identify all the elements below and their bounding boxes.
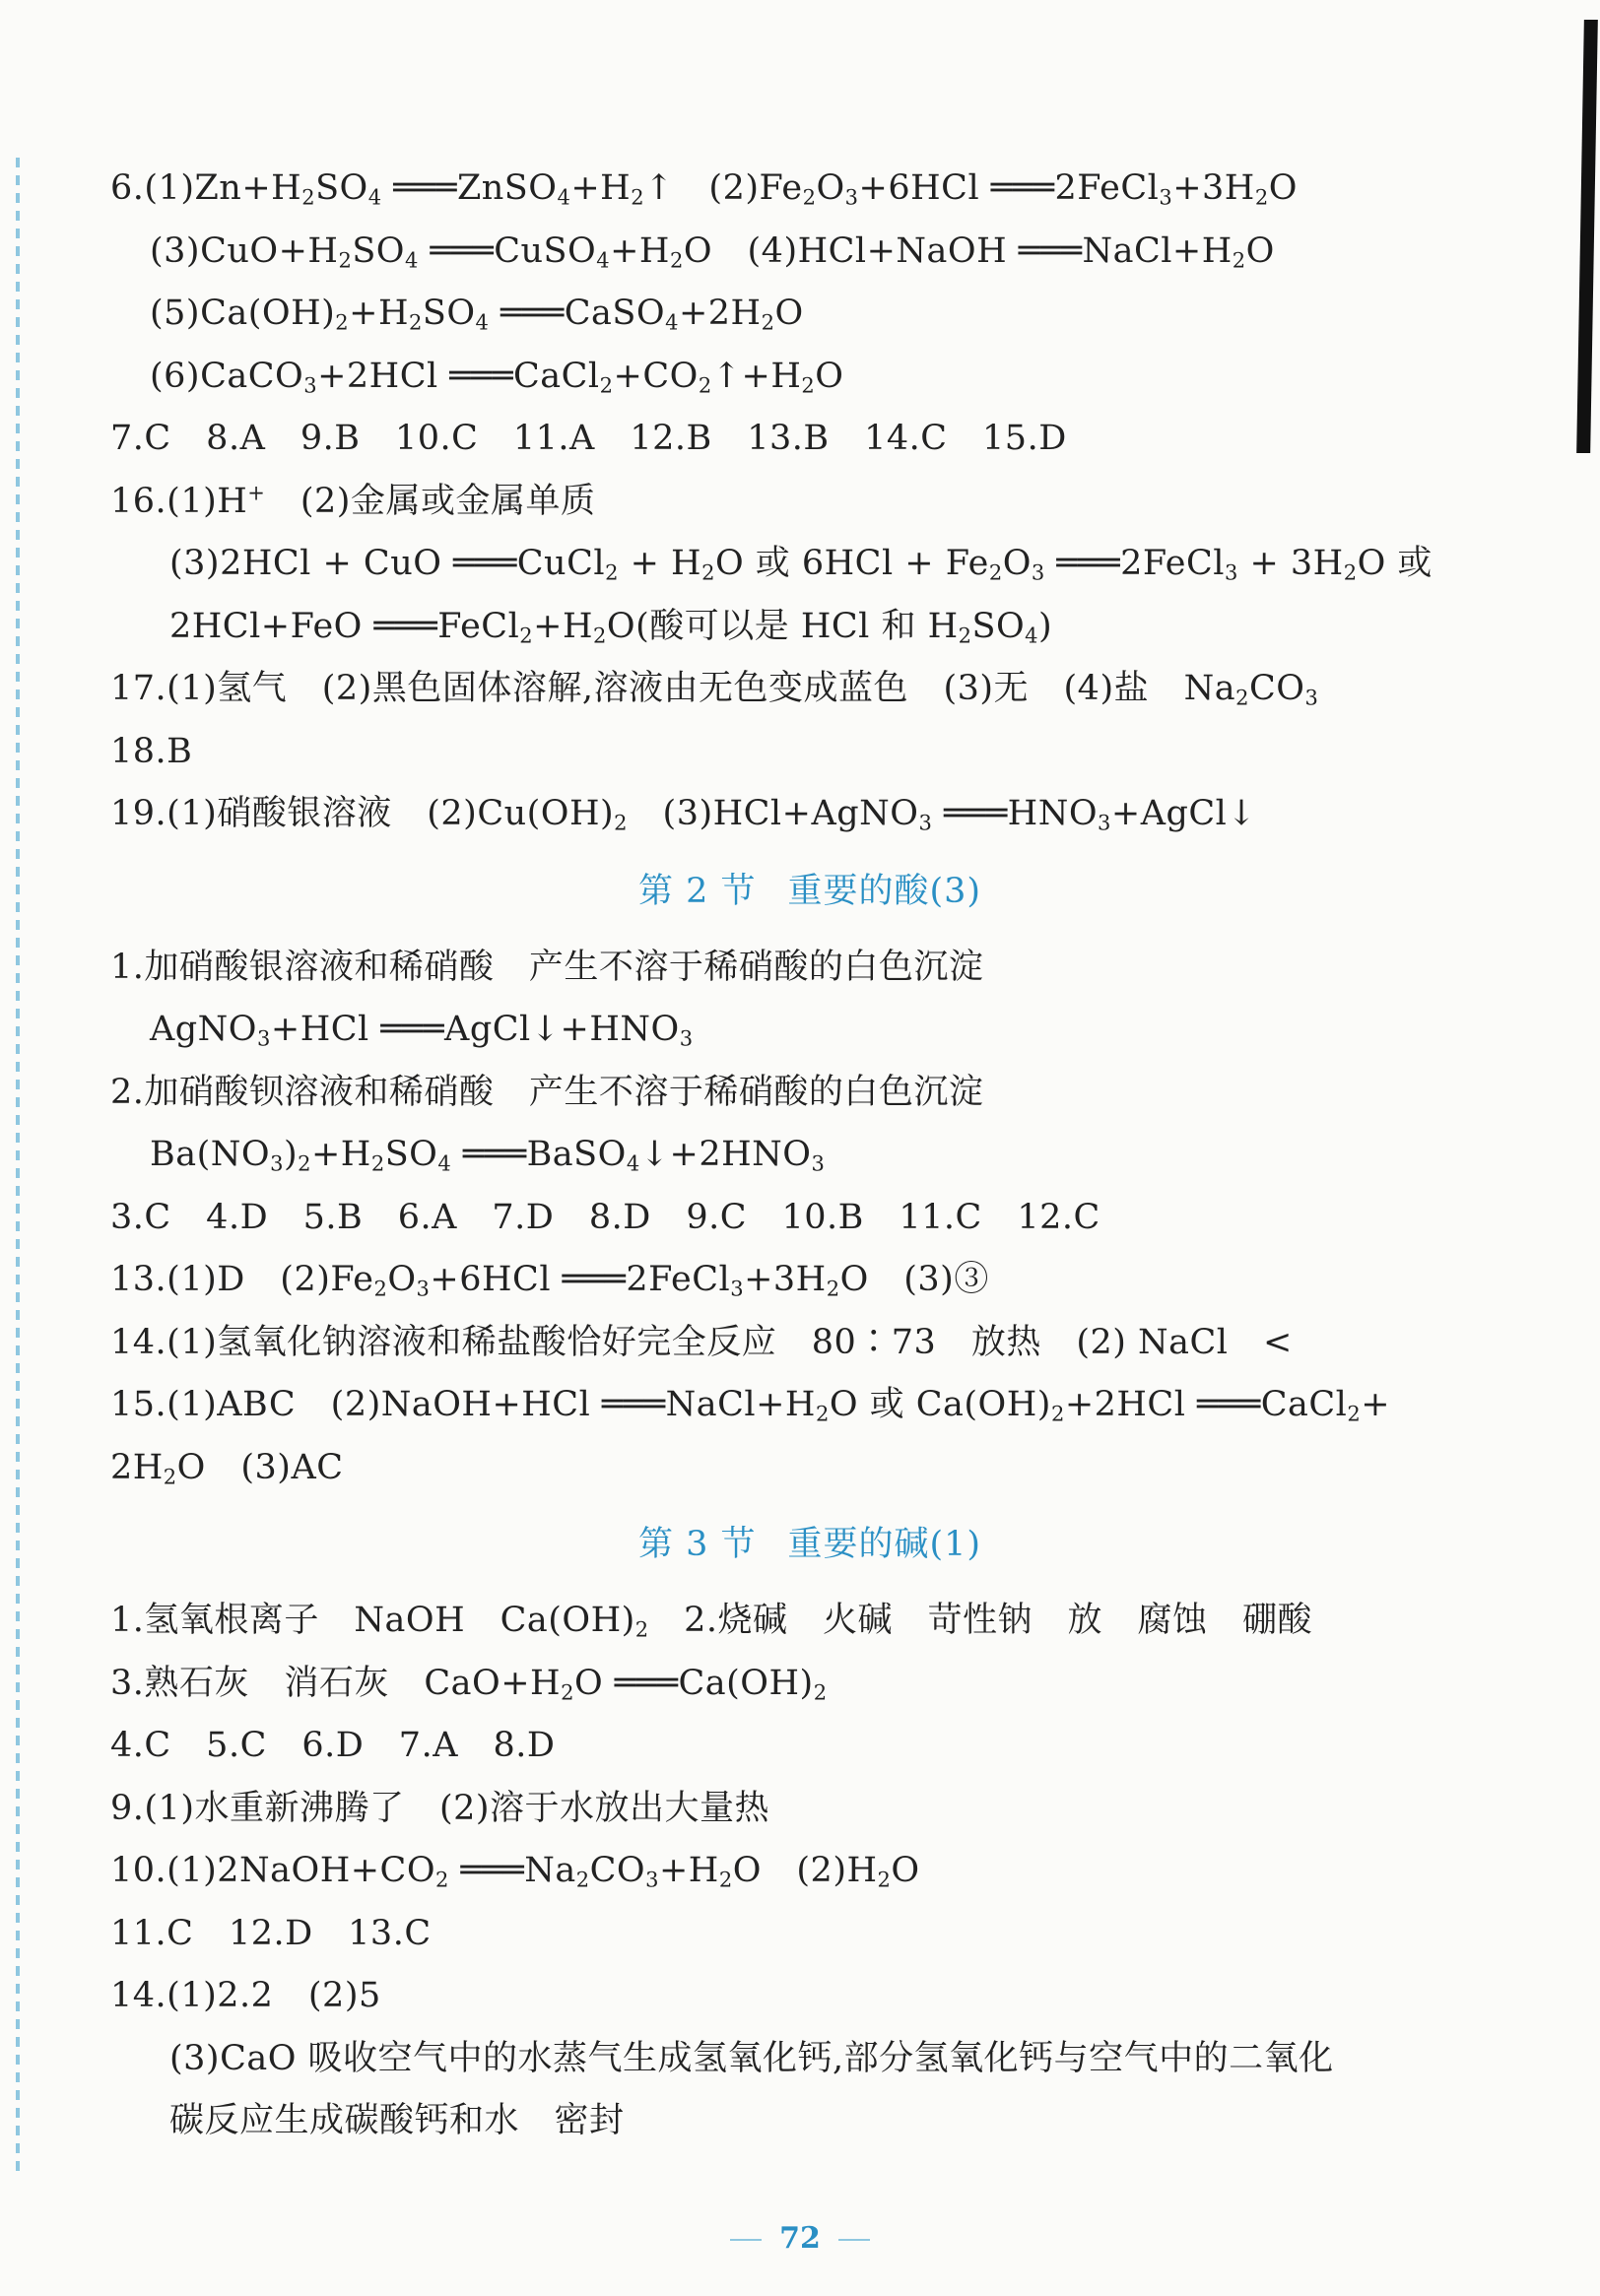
section-title: 重要的碱(1) — [787, 1525, 982, 1564]
answer-line: $Ba(NO_3)_2+H_2SO_4$ $═══BaSO_4↓+2HNO_3$ — [150, 1135, 826, 1176]
answer-line: 14.(1)2.2 (2)5 — [110, 1976, 381, 2015]
answer-line: $(5)Ca(OH)_2+H_2SO_4$ $═══CaSO_4+2H_2O$ — [150, 294, 804, 335]
answer-line: 1.加硝酸银溶液和稀硝酸 产生不溶于稀硝酸的白色沉淀 — [110, 947, 984, 987]
answer-line: 3.C 4.D 5.B 6.A 7.D 8.D 9.C 10.B 11.C 12.C — [110, 1197, 1100, 1237]
answer-line: AgNO$_3$+HCl $═══AgCl↓+HNO_3$ — [150, 1010, 694, 1051]
answer-line: 18.B — [110, 731, 193, 771]
answer-line: 19.(1)硝酸银溶液 $(2)Cu(OH)_2$ (3)HCl+AgNO$_3$ $═══HNO_3+AgCl↓$ — [110, 794, 1257, 835]
footer-dash-left — [730, 2239, 762, 2241]
section-number: 第 3 节 — [637, 1525, 757, 1564]
answer-line: 7.C 8.A 9.B 10.C 11.A 12.B 13.B 14.C 15.D — [110, 419, 1067, 458]
answer-line: 11.C 12.D 13.C — [110, 1913, 432, 1953]
answer-line: (6)CaCO$_3$+2HCl $═══CaCl_2+CO_2↑+H_2O$ — [150, 356, 844, 397]
answer-line: 4.C 5.C 6.D 7.A 8.D — [110, 1726, 556, 1765]
answer-line: (3)CaO 吸收空气中的水蒸气生成氢氧化钙,部分氢氧化钙与空气中的二氧化 — [169, 2038, 1334, 2078]
answer-line: 3.熟石灰 消石灰 $CaO+H_2O$ $═══Ca(OH)_2$ — [110, 1663, 828, 1704]
answer-line: 15.(1)ABC (2)NaOH+HCl $═══NaCl+H_2O$ 或 $Ca(OH)_2+2HCl$ ═══CaCl$_2$+ — [110, 1385, 1391, 1426]
answer-line: $(3)CuO+H_2SO_4$ $═══CuSO_4+H_2O$ (4)HCl+NaOH $═══NaCl+H_2O$ — [150, 230, 1275, 272]
section-number: 第 2 节 — [637, 871, 757, 911]
answer-line: 碳反应生成碳酸钙和水 密封 — [169, 2101, 625, 2140]
answer-content — [110, 158, 1509, 2153]
answer-line: 14.(1)氢氧化钠溶液和稀盐酸恰好完全反应 80∶73 放热 (2) NaCl < — [110, 1322, 1293, 1362]
page-footer — [0, 2221, 1600, 2256]
footer-dash-right — [838, 2239, 870, 2241]
section-title: 重要的酸(3) — [787, 871, 982, 911]
page-number: 72 — [779, 2221, 821, 2256]
answer-line: $6.(1)Zn+H_2SO_4$ $═══ZnSO_4+H_2↑$ $(2)Fe_2O_3+6HCl$ $═══2FeCl_3+3H_2O$ — [110, 168, 1298, 210]
binding-dotted-line — [16, 158, 20, 2177]
answer-line: 13.(1)D $(2)Fe_2O_3+6HCl$ $═══2FeCl_3+3H_2O$ (3)③ — [110, 1260, 989, 1301]
answer-line: $2H_2O$ (3)AC — [110, 1447, 344, 1488]
page-edge-mark — [1576, 20, 1598, 453]
section-heading — [110, 1499, 1509, 1590]
section-heading — [110, 846, 1509, 937]
answer-line: (3)2HCl + CuO ═══CuCl$_2$ + $H_2O$ 或 $6HCl + Fe_2O_3$ ═══2FeCl$_3$ + $3H_2O$ 或 — [169, 544, 1433, 585]
answer-line: 1.氢氧根离子 NaOH $Ca(OH)_2$ 2.烧碱 火碱 苛性钠 放 腐蚀 硼酸 — [110, 1601, 1313, 1642]
answer-line: 9.(1)水重新沸腾了 (2)溶于水放出大量热 — [110, 1788, 770, 1828]
answer-line: 2.加硝酸钡溶液和稀硝酸 产生不溶于稀硝酸的白色沉淀 — [110, 1072, 984, 1112]
answer-line: 2HCl+FeO $═══FeCl_2+H_2O$(酸可以是 HCl 和 $H_2SO_4$) — [169, 606, 1053, 647]
answer-line: 17.(1)氢气 (2)黑色固体溶解,溶液由无色变成蓝色 (3)无 (4)盐 $Na_2CO_3$ — [110, 669, 1319, 710]
answer-line: $10.(1)2NaOH+CO_2$ $═══Na_2CO_3+H_2O$ $(2)H_2O$ — [110, 1851, 920, 1892]
answer-line: 16.(1)H+ (2)金属或金属单质 — [110, 480, 596, 521]
